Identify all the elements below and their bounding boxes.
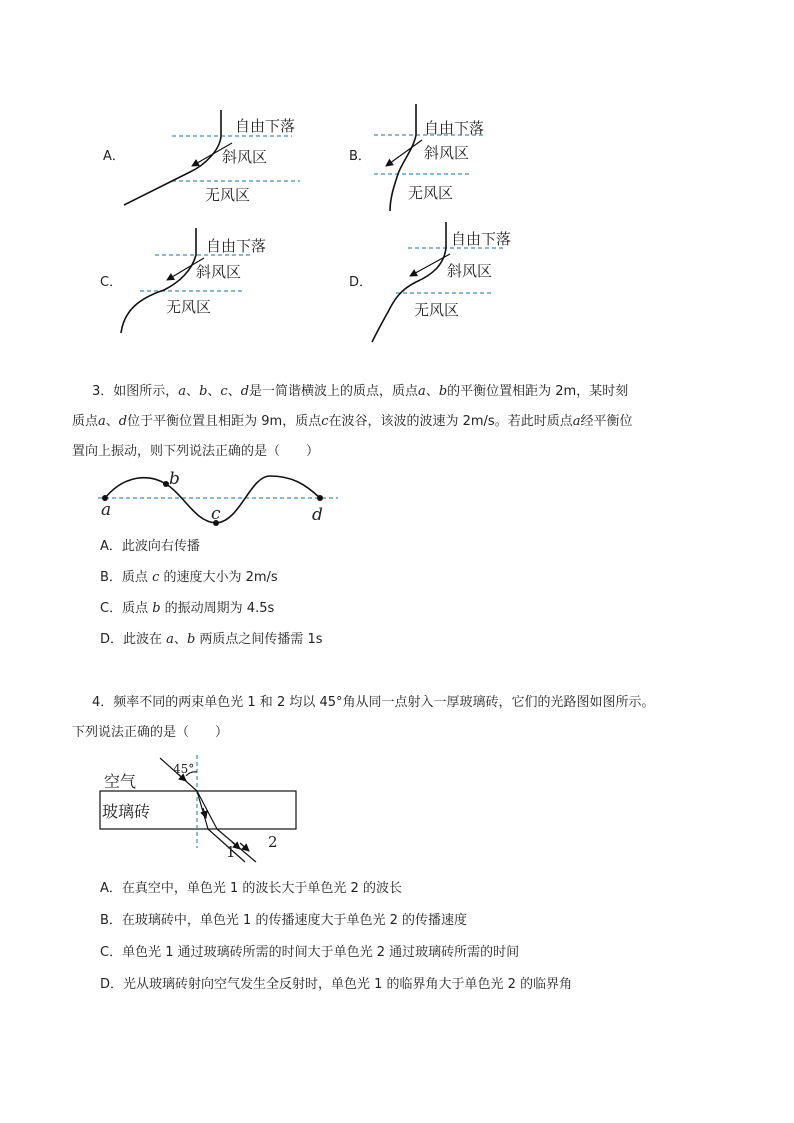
var-c: c [321, 414, 329, 429]
label-air: 空气 [104, 772, 137, 791]
var-d: d [240, 384, 250, 399]
option-letter-b: B． [349, 149, 371, 164]
label-ray-1: 1 [226, 843, 236, 861]
q4-option-a[interactable]: A．在真空中，单色光 1 的波长大于单色光 2 的波长 [100, 881, 402, 896]
text: 的振动周期为 4.5s [160, 601, 275, 616]
q3-stem-line-3: 置向上振动，则下列说法正确的是（ ） [72, 444, 320, 459]
var-b: b [186, 632, 196, 647]
text: 质点 [72, 414, 99, 429]
var-a: a [178, 384, 187, 399]
var-a: a [166, 632, 174, 647]
text: B．质点 [100, 570, 153, 585]
sep: 、 [425, 384, 439, 399]
sep: 、 [207, 384, 221, 399]
label-wind-zone-a: 斜风区 [222, 148, 268, 166]
label-no-wind-a: 无风区 [205, 186, 251, 204]
text: 3．如图所示， [92, 384, 179, 399]
text: 的速度大小为 2m/s [159, 570, 278, 585]
var-b: b [199, 384, 208, 399]
text: 位于平衡位置且相距为 9m，质点 [127, 414, 322, 429]
label-free-fall-a: 自由下落 [235, 117, 296, 135]
sep: 、 [186, 384, 200, 399]
wave-point-d: d [312, 505, 323, 525]
q4-option-c[interactable]: C．单色光 1 通过玻璃砖所需的时间大于单色光 2 通过玻璃砖所需的时间 [100, 945, 520, 960]
var-a: a [572, 414, 581, 429]
q4-option-b[interactable]: B．在玻璃砖中，单色光 1 的传播速度大于单色光 2 的传播速度 [100, 913, 467, 928]
label-no-wind-d: 无风区 [414, 301, 460, 319]
label-no-wind-b: 无风区 [408, 184, 454, 202]
option-letter-c: C． [100, 275, 123, 290]
option-letter-a: A． [103, 149, 125, 164]
text: D．此波在 [100, 632, 167, 647]
var-a: a [418, 384, 426, 399]
text: 的平衡位置相距为 2m，某时刻 [447, 384, 629, 399]
var-c: c [220, 384, 228, 399]
wave-point-a: a [101, 500, 112, 520]
label-free-fall-d: 自由下落 [451, 230, 512, 248]
q4-option-d[interactable]: D．光从玻璃砖射向空气发生全反射时，单色光 1 的临界角大于单色光 2 的临界角 [100, 977, 573, 992]
wave-point-b: b [169, 469, 180, 489]
q4-stem-line-1: 4．频率不同的两束单色光 1 和 2 均以 45°角从同一点射入一厚玻璃砖，它们的光路图如图所示。 [92, 695, 655, 710]
label-wind-zone-c: 斜风区 [196, 263, 242, 281]
option-letter-d: D． [349, 275, 373, 290]
label-free-fall-b: 自由下落 [424, 119, 485, 137]
var-c: c [152, 570, 160, 585]
sep: 、 [227, 384, 241, 399]
sep: 、 [173, 632, 187, 647]
var-b: b [152, 601, 161, 616]
wave-point-c: c [211, 504, 221, 524]
q3-option-a[interactable]: A．此波向右传播 [100, 539, 200, 554]
label-angle: 45° [173, 762, 195, 776]
label-glass: 玻璃砖 [102, 802, 151, 821]
text: 是一简谐横波上的质点，质点 [249, 384, 419, 399]
label-ray-2: 2 [268, 833, 278, 851]
text: 在波谷，该波的波速为 2m/s。若此时质点 [328, 414, 573, 429]
label-wind-zone-b: 斜风区 [424, 144, 470, 162]
var-a: a [98, 414, 106, 429]
var-d: d [118, 414, 128, 429]
label-wind-zone-d: 斜风区 [447, 262, 493, 280]
var-b: b [438, 384, 448, 399]
q4-stem-line-2: 下列说法正确的是（ ） [72, 725, 229, 740]
label-free-fall-c: 自由下落 [206, 237, 267, 255]
text: 经平衡位 [580, 414, 633, 429]
sep: 、 [105, 414, 119, 429]
text: C．质点 [100, 601, 153, 616]
text: 两质点之间传播需 1s [195, 632, 323, 647]
label-no-wind-c: 无风区 [166, 298, 212, 316]
